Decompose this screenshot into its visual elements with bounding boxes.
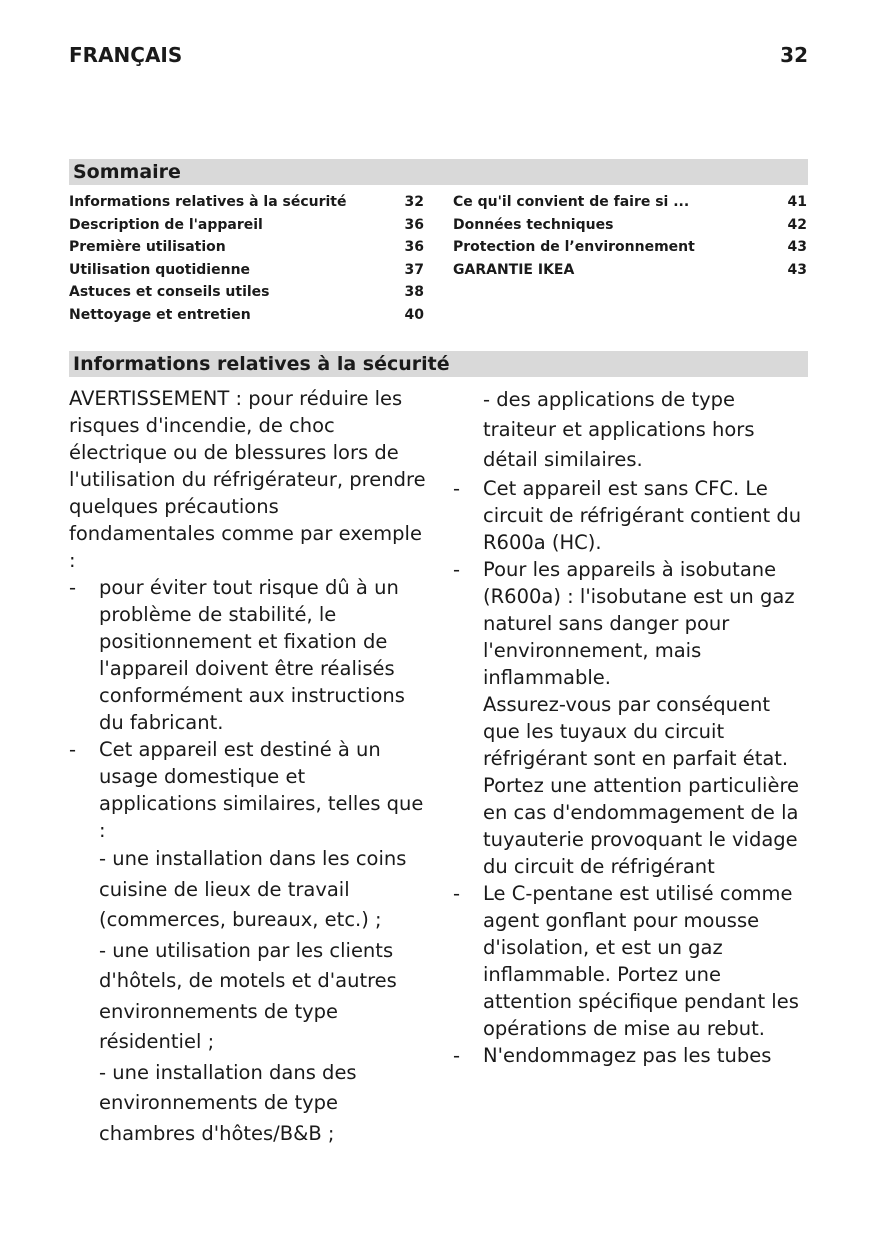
toc-entry-label: Nettoyage et entretien — [69, 306, 251, 323]
toc-title: Sommaire — [69, 159, 808, 185]
safety-left-column — [69, 385, 429, 1149]
safety-item-text: N'endommagez pas les tubes — [483, 1044, 772, 1067]
header-language: FRANÇAIS — [69, 43, 183, 67]
toc-entry[interactable] — [69, 214, 424, 237]
dash-bullet: - — [453, 882, 461, 905]
toc-entry[interactable] — [453, 214, 807, 237]
safety-item-text: Pour les appareils à isobutane (R600a) : l'isobutane est un gaz naturel sans danger pour l'environnement, mais inflammable. — [483, 558, 795, 689]
toc-entry-page: 38 — [404, 284, 424, 301]
toc-entry[interactable] — [69, 304, 424, 327]
toc-entry-label: Utilisation quotidienne — [69, 261, 251, 278]
toc-entry-page: 40 — [404, 306, 424, 323]
toc-entry[interactable] — [453, 236, 807, 259]
toc-left-column — [69, 191, 424, 327]
safety-right-column — [453, 385, 811, 1069]
toc-entry-label: Protection de l’environnement — [453, 239, 695, 256]
toc-entry-label: Astuces et conseils utiles — [69, 284, 270, 301]
toc-entry[interactable] — [69, 236, 424, 259]
toc-entry[interactable] — [453, 191, 807, 214]
toc-entry-page: 43 — [787, 261, 807, 278]
safety-item-text: Le C-pentane est utilisé comme agent gonflant pour mousse d'isolation, et est un gaz inflammable. Portez une attention spécifique pendant les opérations de mise au rebut. — [483, 882, 799, 1040]
toc-entry-label: Informations relatives à la sécurité — [69, 194, 347, 210]
toc-entry-page: 42 — [787, 216, 807, 233]
toc-entry-page: 36 — [404, 239, 424, 256]
safety-item-text: pour éviter tout risque dû à un problème de stabilité, le positionnement et fixation de l'appareil doivent être réalisés conformément aux instructions du fabricant. — [99, 576, 405, 734]
toc-entry-label: Première utilisation — [69, 239, 226, 256]
toc-right-column — [453, 191, 807, 281]
safety-list-item — [453, 1042, 811, 1069]
toc-entry-page: 32 — [404, 194, 424, 210]
toc-entry[interactable] — [69, 259, 424, 282]
dash-bullet: - — [453, 477, 461, 500]
safety-sub-item: - une installation dans des environnements de type chambres d'hôtes/B&B ; — [99, 1060, 357, 1145]
safety-list-item — [453, 475, 811, 556]
toc-entry-page: 41 — [787, 194, 807, 210]
toc-entry-label: Données techniques — [453, 216, 614, 233]
safety-list-item — [453, 880, 811, 1042]
toc-entry-page: 36 — [404, 216, 424, 233]
toc-entry-label: GARANTIE IKEA — [453, 261, 575, 278]
toc-entry-label: Ce qu'il convient de faire si ... — [453, 194, 690, 210]
dash-bullet: - — [69, 738, 77, 761]
safety-list-item — [69, 736, 429, 1149]
dash-bullet: - — [453, 1044, 461, 1067]
safety-sub-item: - une installation dans les coins cuisine de lieux de travail (commerces, bureaux, etc.) ; — [99, 847, 407, 931]
safety-item-text: Cet appareil est sans CFC. Le circuit de réfrigérant contient du R600a (HC). — [483, 477, 802, 554]
page-number: 32 — [780, 43, 808, 67]
safety-section-title: Informations relatives à la sécurité — [69, 351, 808, 377]
safety-list-item — [69, 574, 429, 736]
safety-sub-item: - une utilisation par les clients d'hôtels, de motels et d'autres environnements de type résidentiel ; — [99, 938, 397, 1053]
safety-list-item — [453, 556, 811, 880]
safety-item-text: Portez une attention particulière en cas d'endommagement de la tuyauterie provoquant le vidage du circuit de réfrigérant — [483, 774, 800, 878]
toc-entry[interactable] — [69, 191, 424, 214]
safety-item-text: Cet appareil est destiné à un usage domestique et applications similaires, telles que : — [99, 738, 424, 842]
toc-entry-page: 43 — [787, 239, 807, 256]
toc-entry-page: 37 — [404, 261, 424, 278]
dash-bullet: - — [453, 558, 461, 581]
safety-item-text: Assurez-vous par conséquent que les tuyaux du circuit réfrigérant sont en parfait état. — [483, 693, 789, 770]
safety-intro: AVERTISSEMENT : pour réduire les risques d'incendie, de choc électrique ou de blessures lors de l'utilisation du réfrigérateur, prendre quelques précautions fondamentales comme par exemple : — [69, 387, 426, 572]
safety-sub-item: - des applications de type traiteur et applications hors détail similaires. — [483, 388, 755, 471]
dash-bullet: - — [69, 576, 77, 599]
toc-entry[interactable] — [453, 259, 807, 282]
page-header — [69, 43, 808, 73]
toc-entry[interactable] — [69, 281, 424, 304]
toc-entry-label: Description de l'appareil — [69, 216, 263, 233]
